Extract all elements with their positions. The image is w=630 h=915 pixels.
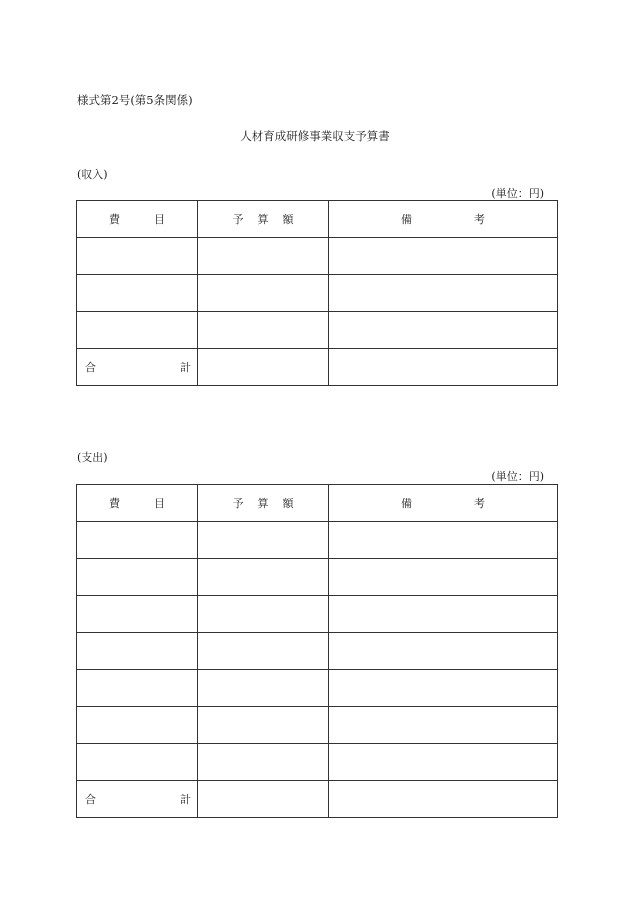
header-note (329, 485, 558, 522)
table-row (77, 707, 558, 744)
budget-cell[interactable] (198, 596, 329, 633)
total-label-left: 合 (85, 793, 96, 806)
header-budget (198, 201, 329, 238)
header-item-text: 費目 (109, 497, 199, 510)
budget-cell[interactable] (198, 670, 329, 707)
budget-cell[interactable] (198, 559, 329, 596)
table-row (77, 744, 558, 781)
total-label-right: 計 (180, 793, 191, 806)
total-label-cell (77, 781, 198, 818)
table-row (77, 559, 558, 596)
total-budget-cell[interactable] (198, 349, 329, 386)
header-budget-text: 予算額 (232, 213, 308, 226)
note-cell[interactable] (329, 633, 558, 670)
header-note (329, 201, 558, 238)
item-cell[interactable] (77, 559, 198, 596)
note-cell[interactable] (329, 275, 558, 312)
income-section-label: (収入) (77, 168, 108, 181)
budget-cell[interactable] (198, 707, 329, 744)
income-table (76, 200, 558, 386)
note-cell[interactable] (329, 670, 558, 707)
item-cell[interactable] (77, 238, 198, 275)
budget-cell[interactable] (198, 633, 329, 670)
table-header-row (77, 485, 558, 522)
item-cell[interactable] (77, 275, 198, 312)
note-cell[interactable] (329, 238, 558, 275)
total-budget-cell[interactable] (198, 781, 329, 818)
total-label-left: 合 (85, 361, 96, 374)
header-item (77, 485, 198, 522)
budget-cell[interactable] (198, 312, 329, 349)
note-cell[interactable] (329, 707, 558, 744)
note-cell[interactable] (329, 596, 558, 633)
budget-cell[interactable] (198, 275, 329, 312)
table-row (77, 275, 558, 312)
header-budget (198, 485, 329, 522)
item-cell[interactable] (77, 596, 198, 633)
total-row (77, 781, 558, 818)
table-row (77, 238, 558, 275)
budget-cell[interactable] (198, 744, 329, 781)
table-header-row (77, 201, 558, 238)
budget-cell[interactable] (198, 522, 329, 559)
item-cell[interactable] (77, 522, 198, 559)
income-unit-label: (単位：円) (491, 187, 544, 200)
note-cell[interactable] (329, 312, 558, 349)
total-label-right: 計 (180, 361, 191, 374)
total-note-cell[interactable] (329, 349, 558, 386)
item-cell[interactable] (77, 670, 198, 707)
note-cell[interactable] (329, 559, 558, 596)
item-cell[interactable] (77, 707, 198, 744)
item-cell[interactable] (77, 312, 198, 349)
header-note-text: 備考 (401, 497, 547, 510)
document-title: 人材育成研修事業収支予算書 (240, 129, 390, 143)
table-row (77, 312, 558, 349)
table-row (77, 522, 558, 559)
expense-table (76, 484, 558, 818)
item-cell[interactable] (77, 633, 198, 670)
expense-section-label: (支出) (77, 451, 108, 464)
expense-unit-label: (単位：円) (491, 470, 544, 483)
form-number: 様式第2号(第5条関係) (77, 93, 193, 107)
header-item (77, 201, 198, 238)
header-budget-text: 予算額 (232, 497, 308, 510)
table-row (77, 596, 558, 633)
total-row (77, 349, 558, 386)
note-cell[interactable] (329, 744, 558, 781)
total-note-cell[interactable] (329, 781, 558, 818)
table-row (77, 633, 558, 670)
total-label-cell (77, 349, 198, 386)
header-note-text: 備考 (401, 213, 547, 226)
budget-cell[interactable] (198, 238, 329, 275)
item-cell[interactable] (77, 744, 198, 781)
header-item-text: 費目 (109, 213, 199, 226)
table-row (77, 670, 558, 707)
note-cell[interactable] (329, 522, 558, 559)
